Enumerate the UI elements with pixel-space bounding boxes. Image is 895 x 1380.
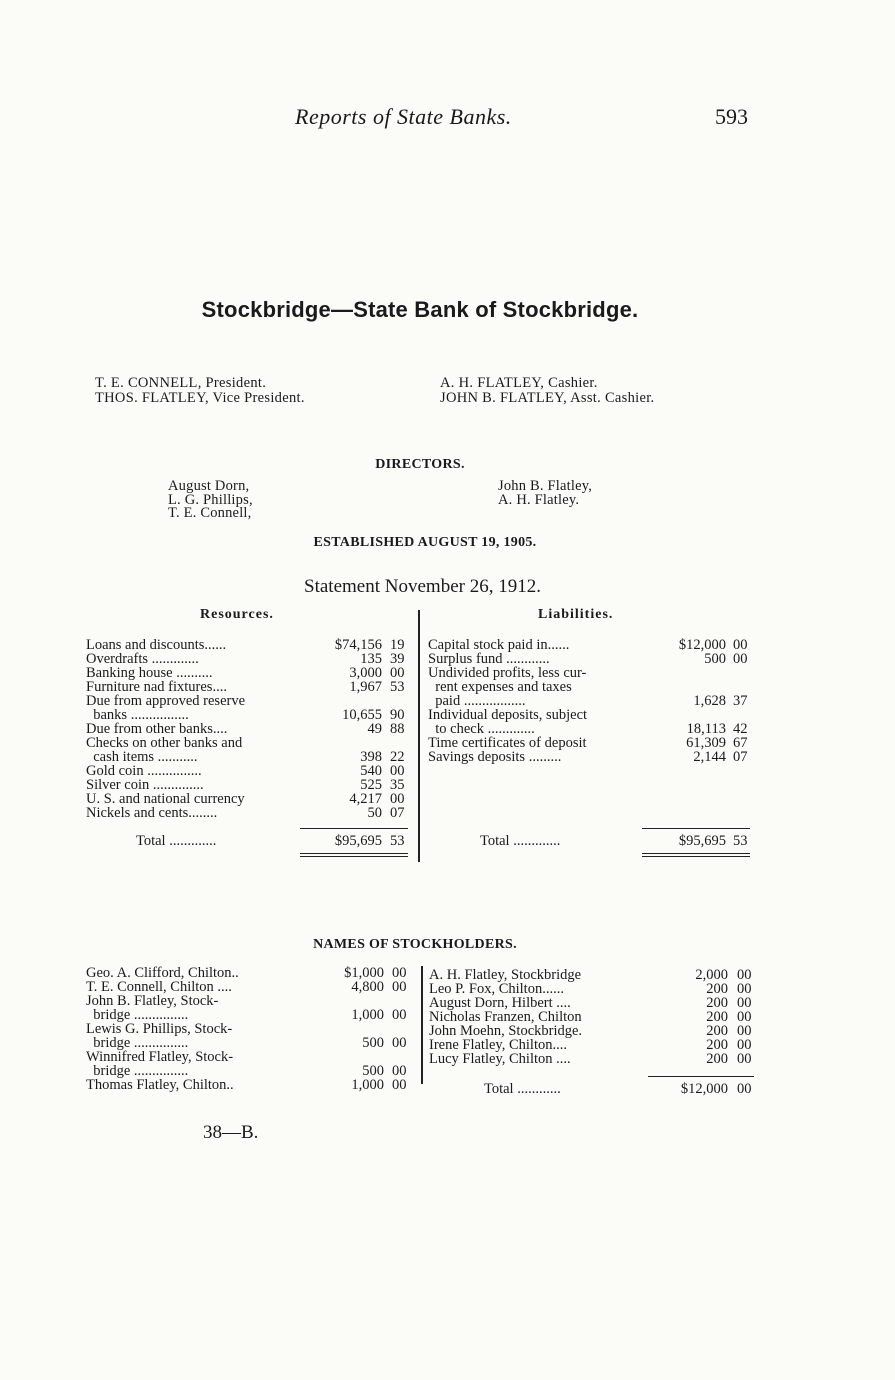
table-row: [86, 666, 416, 680]
row-amount: 4,800: [351, 979, 384, 995]
row-amount: 200: [706, 1037, 728, 1053]
row-amount: 540: [360, 763, 382, 779]
row-label: Winnifred Flatley, Stock-: [86, 1050, 234, 1064]
table-row: [86, 1008, 416, 1022]
table-row: [86, 722, 416, 736]
table-row: [86, 708, 416, 722]
row-cents: 07: [390, 805, 405, 821]
table-row: [86, 806, 416, 820]
row-cents: 00: [737, 1051, 752, 1067]
table-row: [429, 1010, 759, 1024]
directors-left: [168, 480, 253, 521]
page-number: 593: [715, 104, 748, 129]
row-label: bridge ...............: [86, 1064, 189, 1078]
officers-right: [440, 376, 654, 406]
total-label: Total .............: [480, 834, 561, 848]
table-row: [86, 1064, 416, 1078]
row-label: to check .............: [428, 722, 535, 736]
row-amount: 2,000: [695, 967, 728, 983]
table-row: [428, 708, 758, 722]
row-label: paid .................: [428, 694, 526, 708]
row-label: Undivided profits, less cur-: [428, 666, 587, 680]
resources-total-row: [86, 834, 416, 848]
table-row: [428, 666, 758, 680]
row-amount: 135: [360, 651, 382, 667]
directors-heading: DIRECTORS.: [375, 457, 465, 472]
table-row: [86, 792, 416, 806]
row-cents: 00: [737, 1009, 752, 1025]
table-row: [428, 680, 758, 694]
row-label: Time certificates of deposit: [428, 736, 587, 750]
row-amount: 200: [706, 1023, 728, 1039]
row-amount: 1,000: [351, 1007, 384, 1023]
row-amount: 2,144: [693, 749, 726, 765]
row-cents: 00: [737, 981, 752, 997]
statement-title: Statement November 26, 1912.: [304, 576, 541, 597]
row-amount: 200: [706, 995, 728, 1011]
row-cents: 67: [733, 735, 748, 751]
signature-mark: 38—B.: [203, 1122, 259, 1143]
row-label: Irene Flatley, Chilton....: [429, 1038, 567, 1052]
row-amount: 1,628: [693, 693, 726, 709]
stockholders-heading: NAMES OF STOCKHOLDERS.: [313, 937, 517, 952]
row-cents: 00: [737, 995, 752, 1011]
row-cents: 00: [390, 763, 405, 779]
table-row: [86, 966, 416, 980]
row-cents: 00: [390, 665, 405, 681]
row-label: Checks on other banks and: [86, 736, 243, 750]
row-amount: 1,000: [351, 1077, 384, 1093]
row-label: T. E. Connell, Chilton ....: [86, 980, 232, 994]
row-label: Geo. A. Clifford, Chilton..: [86, 966, 239, 980]
table-row: [86, 764, 416, 778]
row-amount: 500: [362, 1063, 384, 1079]
row-cents: 00: [733, 651, 748, 667]
resources-double-rule: [300, 853, 408, 857]
row-label: Due from approved reserve: [86, 694, 246, 708]
stockholders-left-table: [86, 966, 416, 1092]
table-row: [428, 722, 758, 736]
total-label: Total ............: [484, 1082, 561, 1096]
row-cents: 00: [392, 1063, 407, 1079]
row-label: Savings deposits .........: [428, 750, 562, 764]
table-row: [86, 1050, 416, 1064]
total-label: Total .............: [136, 834, 217, 848]
row-cents: 00: [392, 1077, 407, 1093]
director-name: John B. Flatley,: [498, 478, 593, 494]
row-label: bridge ...............: [86, 1036, 189, 1050]
directors-right: [498, 480, 592, 507]
row-label: Gold coin ...............: [86, 764, 202, 778]
table-row: [86, 1036, 416, 1050]
column-divider: [418, 610, 420, 862]
row-label: Overdrafts .............: [86, 652, 199, 666]
row-label: cash items ...........: [86, 750, 198, 764]
officer-line: THOS. FLATLEY, Vice President.: [95, 390, 305, 406]
table-row: [86, 1078, 416, 1092]
row-cents: 07: [733, 749, 748, 765]
established-date: ESTABLISHED AUGUST 19, 1905.: [313, 535, 537, 550]
total-amount: $95,695: [678, 833, 726, 849]
table-row: [86, 638, 416, 652]
table-row: [428, 652, 758, 666]
row-label: U. S. and national currency: [86, 792, 245, 806]
director-name: T. E. Connell,: [168, 505, 252, 521]
row-cents: 00: [737, 967, 752, 983]
table-row: [428, 638, 758, 652]
table-row: [429, 968, 759, 982]
table-row: [86, 694, 416, 708]
row-amount: 525: [360, 777, 382, 793]
bank-title: Stockbridge—State Bank of Stockbridge.: [201, 297, 639, 322]
row-cents: 00: [392, 1007, 407, 1023]
table-row: [429, 1024, 759, 1038]
director-name: A. H. Flatley.: [498, 491, 580, 508]
officer-line: A. H. FLATLEY, Cashier.: [440, 375, 598, 391]
row-cents: 35: [390, 777, 405, 793]
table-row: [86, 652, 416, 666]
row-label: Lewis G. Phillips, Stock-: [86, 1022, 233, 1036]
row-label: Leo P. Fox, Chilton......: [429, 982, 564, 996]
row-amount: $74,156: [334, 637, 382, 653]
row-label: Individual deposits, subject: [428, 708, 588, 722]
row-cents: 00: [392, 979, 407, 995]
table-row: [86, 980, 416, 994]
row-label: John B. Flatley, Stock-: [86, 994, 219, 1008]
officer-line: T. E. CONNELL, President.: [95, 375, 267, 391]
row-label: Due from other banks....: [86, 722, 228, 736]
row-cents: 37: [733, 693, 748, 709]
row-cents: 88: [390, 721, 405, 737]
resources-heading: Resources.: [200, 607, 274, 622]
row-cents: 00: [737, 1037, 752, 1053]
liabilities-total-row: [428, 834, 758, 848]
row-amount: 49: [367, 721, 382, 737]
liabilities-total-rule: [642, 828, 750, 829]
row-amount: 10,655: [342, 707, 382, 723]
row-label: John Moehn, Stockbridge.: [429, 1024, 583, 1038]
row-label: Silver coin ..............: [86, 778, 204, 792]
row-cents: 00: [733, 637, 748, 653]
row-label: Capital stock paid in......: [428, 638, 570, 652]
total-cents: 00: [737, 1081, 752, 1097]
row-label: Nicholas Franzen, Chilton: [429, 1010, 582, 1024]
director-name: August Dorn,: [168, 478, 250, 494]
row-label: banks ................: [86, 708, 189, 722]
row-cents: 19: [390, 637, 405, 653]
table-row: [429, 1038, 759, 1052]
row-amount: 500: [704, 651, 726, 667]
row-amount: 200: [706, 1051, 728, 1067]
table-row: [428, 750, 758, 764]
stockholders-divider: [421, 966, 423, 1084]
row-label: bridge ...............: [86, 1008, 189, 1022]
row-cents: 22: [390, 749, 405, 765]
total-amount: $12,000: [680, 1081, 728, 1097]
table-row: [86, 1022, 416, 1036]
row-cents: 90: [390, 707, 405, 723]
table-row: [86, 680, 416, 694]
row-amount: 61,309: [686, 735, 726, 751]
row-amount: 50: [367, 805, 382, 821]
running-header-title: Reports of State Banks.: [295, 104, 512, 129]
row-label: Furniture nad fixtures....: [86, 680, 227, 694]
officers-left: [95, 376, 305, 406]
row-amount: 200: [706, 981, 728, 997]
row-label: August Dorn, Hilbert ....: [429, 996, 571, 1010]
stockholders-total-rule: [648, 1076, 754, 1077]
row-amount: 398: [360, 749, 382, 765]
row-amount: 1,967: [349, 679, 382, 695]
resources-table: [86, 638, 416, 820]
row-cents: 00: [390, 791, 405, 807]
row-label: Loans and discounts......: [86, 638, 227, 652]
liabilities-heading: Liabilities.: [538, 607, 614, 622]
table-row: [429, 996, 759, 1010]
row-amount: 200: [706, 1009, 728, 1025]
stockholders-total-row: [429, 1082, 759, 1096]
row-label: rent expenses and taxes: [428, 680, 572, 694]
table-row: [86, 736, 416, 750]
table-row: [429, 982, 759, 996]
row-label: Banking house ..........: [86, 666, 213, 680]
row-cents: 53: [390, 679, 405, 695]
row-amount: $12,000: [678, 637, 726, 653]
row-amount: $1,000: [344, 965, 384, 981]
row-amount: 500: [362, 1035, 384, 1051]
row-cents: 00: [392, 965, 407, 981]
table-row: [86, 778, 416, 792]
total-cents: 53: [390, 833, 405, 849]
row-cents: 00: [392, 1035, 407, 1051]
row-label: A. H. Flatley, Stockbridge: [429, 968, 582, 982]
row-cents: 42: [733, 721, 748, 737]
table-row: [86, 750, 416, 764]
table-row: [428, 736, 758, 750]
row-label: Lucy Flatley, Chilton ....: [429, 1052, 571, 1066]
row-amount: 4,217: [349, 791, 382, 807]
resources-total-rule: [300, 828, 408, 829]
row-amount: 18,113: [686, 721, 726, 737]
row-cents: 39: [390, 651, 405, 667]
row-label: Thomas Flatley, Chilton..: [86, 1078, 234, 1092]
table-row: [429, 1052, 759, 1066]
table-row: [428, 694, 758, 708]
total-amount: $95,695: [334, 833, 382, 849]
liabilities-table: [428, 638, 758, 764]
row-cents: 00: [737, 1023, 752, 1039]
director-name: L. G. Phillips,: [168, 491, 253, 508]
row-label: Surplus fund ............: [428, 652, 550, 666]
table-row: [86, 994, 416, 1008]
liabilities-double-rule: [642, 853, 750, 857]
total-cents: 53: [733, 833, 748, 849]
stockholders-right-table: [429, 968, 759, 1066]
row-label: Nickels and cents........: [86, 806, 218, 820]
row-amount: 3,000: [349, 665, 382, 681]
officer-line: JOHN B. FLATLEY, Asst. Cashier.: [440, 390, 655, 406]
